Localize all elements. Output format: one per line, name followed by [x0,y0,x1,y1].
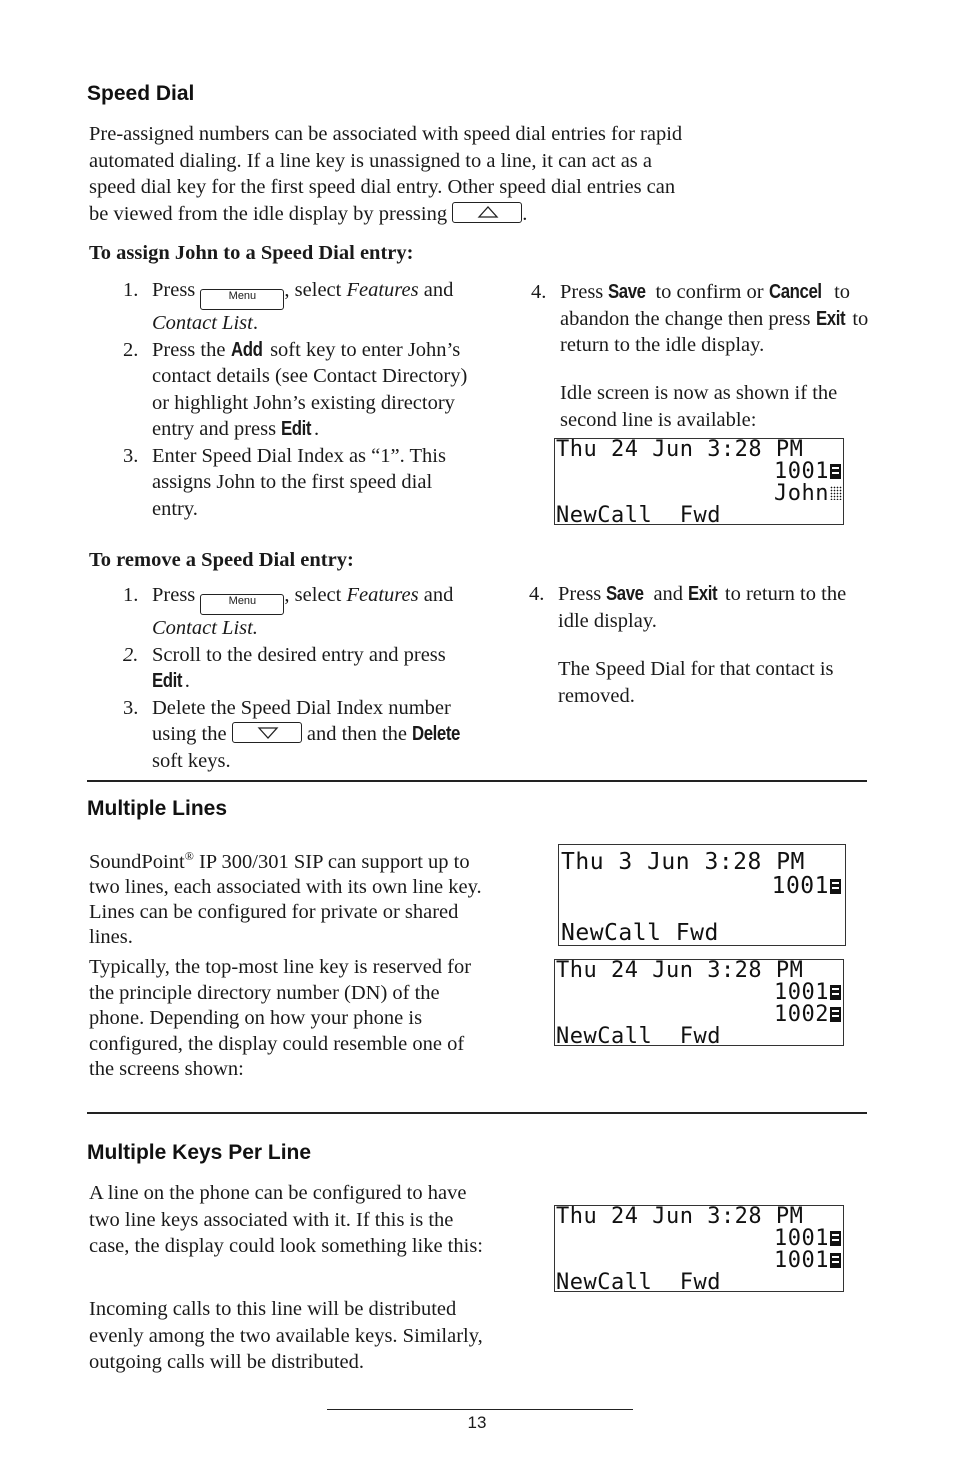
page-number: 13 [467,1413,487,1432]
soft-key-save: Save [608,280,647,303]
speed-dial-intro: Pre-assigned numbers can be associated with speed dial entries for rapid automated dialing. If a line key is unassigned to a line, it can act as a speed dial key for the first speed dial entry. Other speed dial entries can be viewed from the idle display by pressing . [89,123,683,225]
assign-heading: To assign John to a Speed Dial entry: [89,242,414,264]
section-heading-speed-dial: Speed Dial [87,82,195,105]
lcd-screen-one-line [558,844,846,946]
soft-key-edit: Edit [152,669,183,692]
lcd-screen-speed-dial [554,438,844,525]
assign-step-3: 3. Enter Speed Dial Index as “1”. This assigns John to the first speed dial entry. [123,444,446,520]
line-phone-icon [830,1231,841,1246]
section-divider [87,1112,867,1114]
menu-key-icon: Menu [200,289,284,310]
remove-heading: To remove a Speed Dial entry: [89,549,354,571]
assign-step-2: 2. Press the Add soft key to enter John’s contact details (see Contact Directory) or highlight John’s existing directory entry and press Edit . [152,337,482,443]
soft-key-exit: Exit [815,306,845,330]
line-phone-icon [830,464,841,479]
lcd-line-1001: 1001 [774,1228,841,1250]
multiple-lines-p1: SoundPoint® IP 300/301 SIP can support up to two lines, each associated with its own line key. Lines can be configured for private or shared lines. [89,849,482,948]
line-phone-icon [830,985,841,1000]
line-phone-icon [830,1253,841,1268]
lcd-screen-two-keys [554,1205,844,1292]
lcd-line-datetime: Thu 3 Jun 3:28 PM [561,849,805,875]
remove-step-3: 3. Delete the Speed Dial Index number using the and then the Delete soft keys. [123,696,461,772]
lcd-line-1001: 1001 [774,982,841,1004]
lcd-line-datetime: Thu 24 Jun 3:28 PM [556,1205,804,1229]
section-heading-multiple-keys: Multiple Keys Per Line [87,1141,312,1164]
lcd-line-1001: 1001 [774,461,841,483]
line-phone-icon [830,879,841,894]
section-divider [87,780,867,782]
speed-dial-grid-icon [830,486,842,500]
assign-steps-list [123,277,482,522]
lcd-line-john: John [774,483,842,505]
assign-step-4: 4. Press Save to confirm or Cancel to abandon the change then press Exit to return to the idle display. [531,280,869,356]
soft-key-exit: Exit [688,582,718,605]
lcd-softkeys: NewCall Fwd [561,920,719,946]
lcd-softkeys: NewCall Fwd [556,503,721,525]
lcd-softkeys: NewCall Fwd [556,1270,721,1292]
remove-step-2: 2. Scroll to the desired entry and press Edit . [152,642,482,695]
remove-steps-list [123,582,482,774]
lcd-line-1001-second: 1001 [774,1250,841,1272]
section-heading-multiple-lines: Multiple Lines [87,797,228,820]
multiple-lines-p2: Typically, the top-most line key is reserved for the principle directory number (DN) of the phone. Depending on how your phone is configured, the display could resemble one of the screens shown: [89,956,472,1080]
soft-key-cancel: Cancel [768,280,822,303]
multiple-keys-p1: A line on the phone can be configured to have two line keys associated with it. If this is the case, the display could look something like this: [89,1182,483,1257]
menu-key-icon: Menu [200,594,284,615]
soft-key-add: Add [230,337,263,361]
footer-rule [327,1409,633,1410]
remove-step-4: 4. Press Save and Exit to return to the idle display. [529,582,847,632]
lcd-line-datetime: Thu 24 Jun 3:28 PM [556,438,804,462]
speed-dial-intro-text: Pre-assigned numbers can be associated with speed dial entries for rapid automated dialing. If a line key is unassigned to a line, it can act as a speed dial key for the first speed dial entry. Other speed dial entries can be viewed from the idle display by pressing [89,123,683,225]
lcd-line-1001: 1001 [772,875,841,897]
remove-result: The Speed Dial for that contact is removed. [558,658,834,707]
assign-step-1: 1. Press Menu , select Features and Contact List. [123,279,454,334]
lcd-softkeys: NewCall Fwd [556,1024,721,1046]
up-arrow-key-icon [452,202,522,223]
remove-step-1: 1. Press Menu , select Features and Contact List. [123,584,454,639]
soft-key-delete: Delete [412,722,461,745]
lcd-line-datetime: Thu 24 Jun 3:28 PM [556,959,804,983]
down-arrow-key-icon [232,722,302,743]
lcd-line-1002: 1002 [774,1004,841,1026]
lcd-screen-two-lines [554,959,844,1046]
idle-screen-note: Idle screen is now as shown if the second line is available: [560,382,838,431]
line-phone-icon [830,1007,841,1022]
soft-key-save: Save [606,582,645,605]
soft-key-edit: Edit [281,417,312,440]
multiple-keys-p2: Incoming calls to this line will be distributed evenly among the two available keys. Similarly, outgoing calls will be distributed. [89,1298,483,1373]
